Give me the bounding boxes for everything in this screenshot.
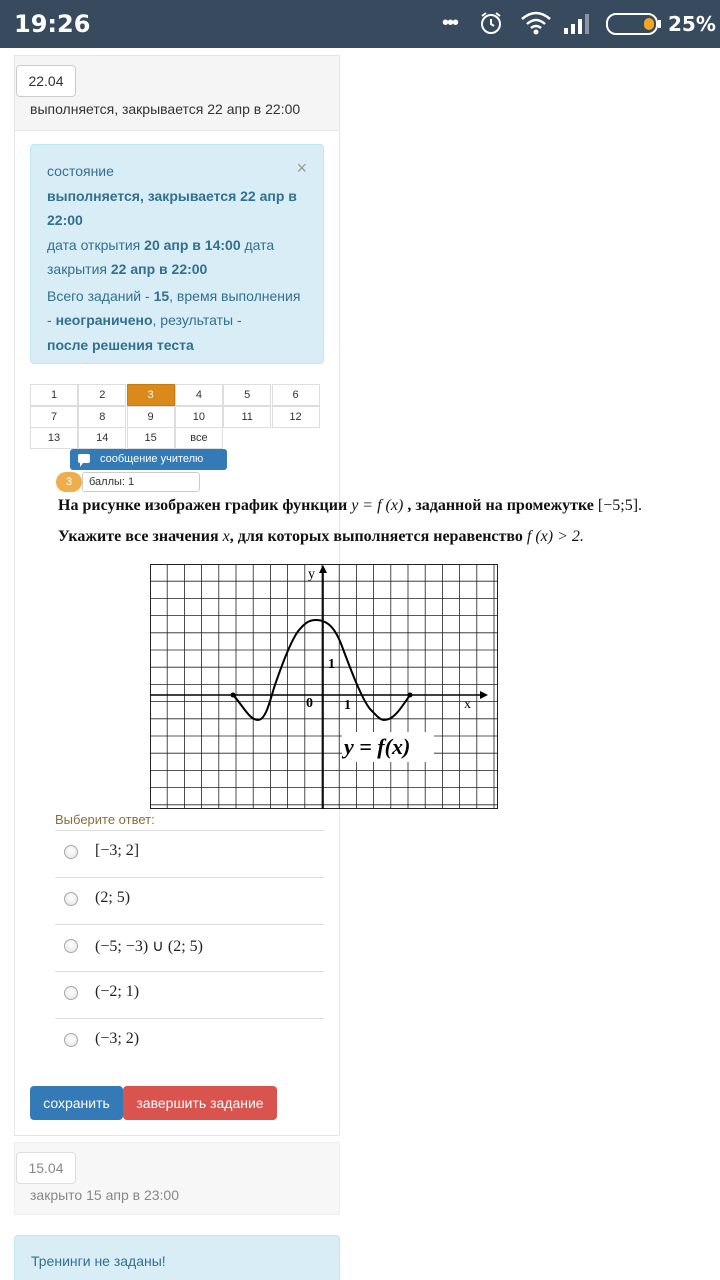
grid-border	[151, 565, 498, 809]
training-text: Тренинги не заданы!	[31, 1253, 166, 1269]
status-bar	[0, 0, 720, 48]
question-nav-item[interactable]: 7	[30, 406, 78, 428]
endpoint-left	[231, 693, 236, 698]
question-nav-item[interactable]: все	[175, 427, 223, 449]
time-limit-value: неограничено	[55, 312, 153, 328]
function-label: y = f(x)	[344, 734, 411, 759]
y-axis-arrow	[319, 565, 327, 573]
problem-text-2: Укажите все значения	[58, 528, 219, 545]
question-nav-item[interactable]: 10	[175, 406, 223, 428]
answer-text: (2; 5)	[95, 889, 131, 906]
alarm-icon	[478, 10, 504, 41]
problem-formula: y = f (x)	[351, 497, 404, 514]
question-nav-item[interactable]: 4	[175, 384, 223, 406]
answer-list	[55, 830, 324, 1065]
answer-text: [−3; 2]	[95, 842, 140, 859]
results-label: , результаты -	[152, 312, 242, 328]
problem-interval: [−5;5].	[597, 497, 643, 514]
task-date-badge[interactable]: 22.04	[16, 65, 76, 97]
question-nav-item[interactable]: 14	[78, 427, 126, 449]
question-nav-item[interactable]: 2	[78, 384, 126, 406]
function-graph	[150, 564, 498, 809]
task-info-alert	[30, 144, 324, 364]
answer-option[interactable]	[55, 971, 324, 1018]
question-number-badge: 3	[56, 472, 82, 492]
close-date-label: дата закрытия	[47, 236, 275, 277]
endpoint-right	[408, 693, 413, 698]
question-nav-item[interactable]: 11	[223, 406, 271, 428]
total-tasks-value: 15	[153, 287, 170, 304]
open-date-label: дата открытия	[47, 236, 141, 253]
question-nav-item[interactable]: 6	[272, 384, 320, 406]
answer-option[interactable]	[55, 830, 324, 877]
results-value: после решения теста	[47, 336, 194, 353]
problem-line-1	[58, 497, 642, 515]
problem-text-2-tail: , для которых выполняется неравенство	[229, 528, 523, 545]
question-nav-item[interactable]: 15	[127, 427, 175, 449]
radio-button[interactable]	[64, 1033, 78, 1047]
x-axis-arrow	[480, 691, 488, 699]
score-label: баллы: 1	[82, 472, 200, 492]
graph-grid	[150, 564, 498, 809]
previous-task-status: закрыто 15 апр в 23:00	[30, 1187, 179, 1203]
radio-button[interactable]	[64, 939, 78, 953]
radio-button[interactable]	[64, 845, 78, 859]
problem-variable: x	[222, 528, 230, 545]
origin-label: 0	[306, 696, 313, 711]
radio-button[interactable]	[64, 986, 78, 1000]
question-nav-item[interactable]: 3	[127, 384, 175, 406]
radio-button[interactable]	[64, 892, 78, 906]
question-nav-item[interactable]: 13	[30, 427, 78, 449]
choose-answer-label: Выберите ответ:	[55, 812, 155, 827]
x-axis-label: x	[464, 697, 471, 712]
wifi-icon	[520, 10, 552, 41]
task-status: выполняется, закрывается 22 апр в 22:00	[30, 101, 301, 117]
close-date-value: 22 апр в 22:00	[110, 261, 208, 277]
answer-option[interactable]	[55, 877, 324, 924]
message-teacher-button[interactable]	[70, 449, 227, 470]
save-button[interactable]: сохранить	[30, 1086, 123, 1120]
question-nav-item[interactable]: 9	[127, 406, 175, 428]
unit-y-label: 1	[328, 657, 335, 672]
problem-text-1: На рисунке изображен график функции	[58, 497, 348, 514]
problem-inequality: f (x) > 2.	[526, 528, 584, 545]
question-nav-item[interactable]: 1	[30, 384, 78, 406]
time-limit-label: , время выполнения -	[47, 287, 301, 328]
message-teacher-label: сообщение учителю	[100, 453, 204, 465]
battery-icon	[606, 13, 662, 40]
previous-task-date-badge[interactable]: 15.04	[16, 1152, 76, 1184]
chat-bubble-icon	[78, 454, 90, 463]
unit-x-label: 1	[344, 698, 351, 713]
question-nav-item[interactable]: 5	[223, 384, 271, 406]
answer-text: (−2; 1)	[95, 983, 140, 1000]
y-axis-label: y	[308, 567, 315, 582]
open-date-value: 20 апр в 14:00	[144, 236, 241, 253]
problem-line-2	[58, 528, 584, 546]
close-icon[interactable]: ×	[296, 158, 307, 178]
answer-text: (−5; −3) ∪ (2; 5)	[95, 938, 203, 955]
training-alert	[14, 1235, 340, 1280]
clock: 19:26	[14, 10, 91, 38]
question-nav-item[interactable]: 12	[272, 406, 320, 428]
function-curve	[233, 620, 410, 720]
state-label: состояние	[47, 163, 114, 179]
question-nav-item[interactable]: 8	[78, 406, 126, 428]
more-notifications-icon: •••	[442, 12, 458, 34]
answer-option[interactable]	[55, 1018, 324, 1065]
problem-text-1-tail: , заданной на промежутке	[407, 497, 594, 514]
battery-percent: 25%	[668, 12, 716, 36]
finish-task-button[interactable]: завершить задание	[123, 1086, 277, 1120]
answer-text: (−3; 2)	[95, 1030, 140, 1047]
answer-option[interactable]	[55, 924, 324, 971]
total-tasks-label: Всего заданий -	[47, 287, 150, 304]
state-value: выполняется, закрывается 22 апр в 22:00	[47, 187, 297, 228]
signal-icon	[562, 10, 594, 41]
